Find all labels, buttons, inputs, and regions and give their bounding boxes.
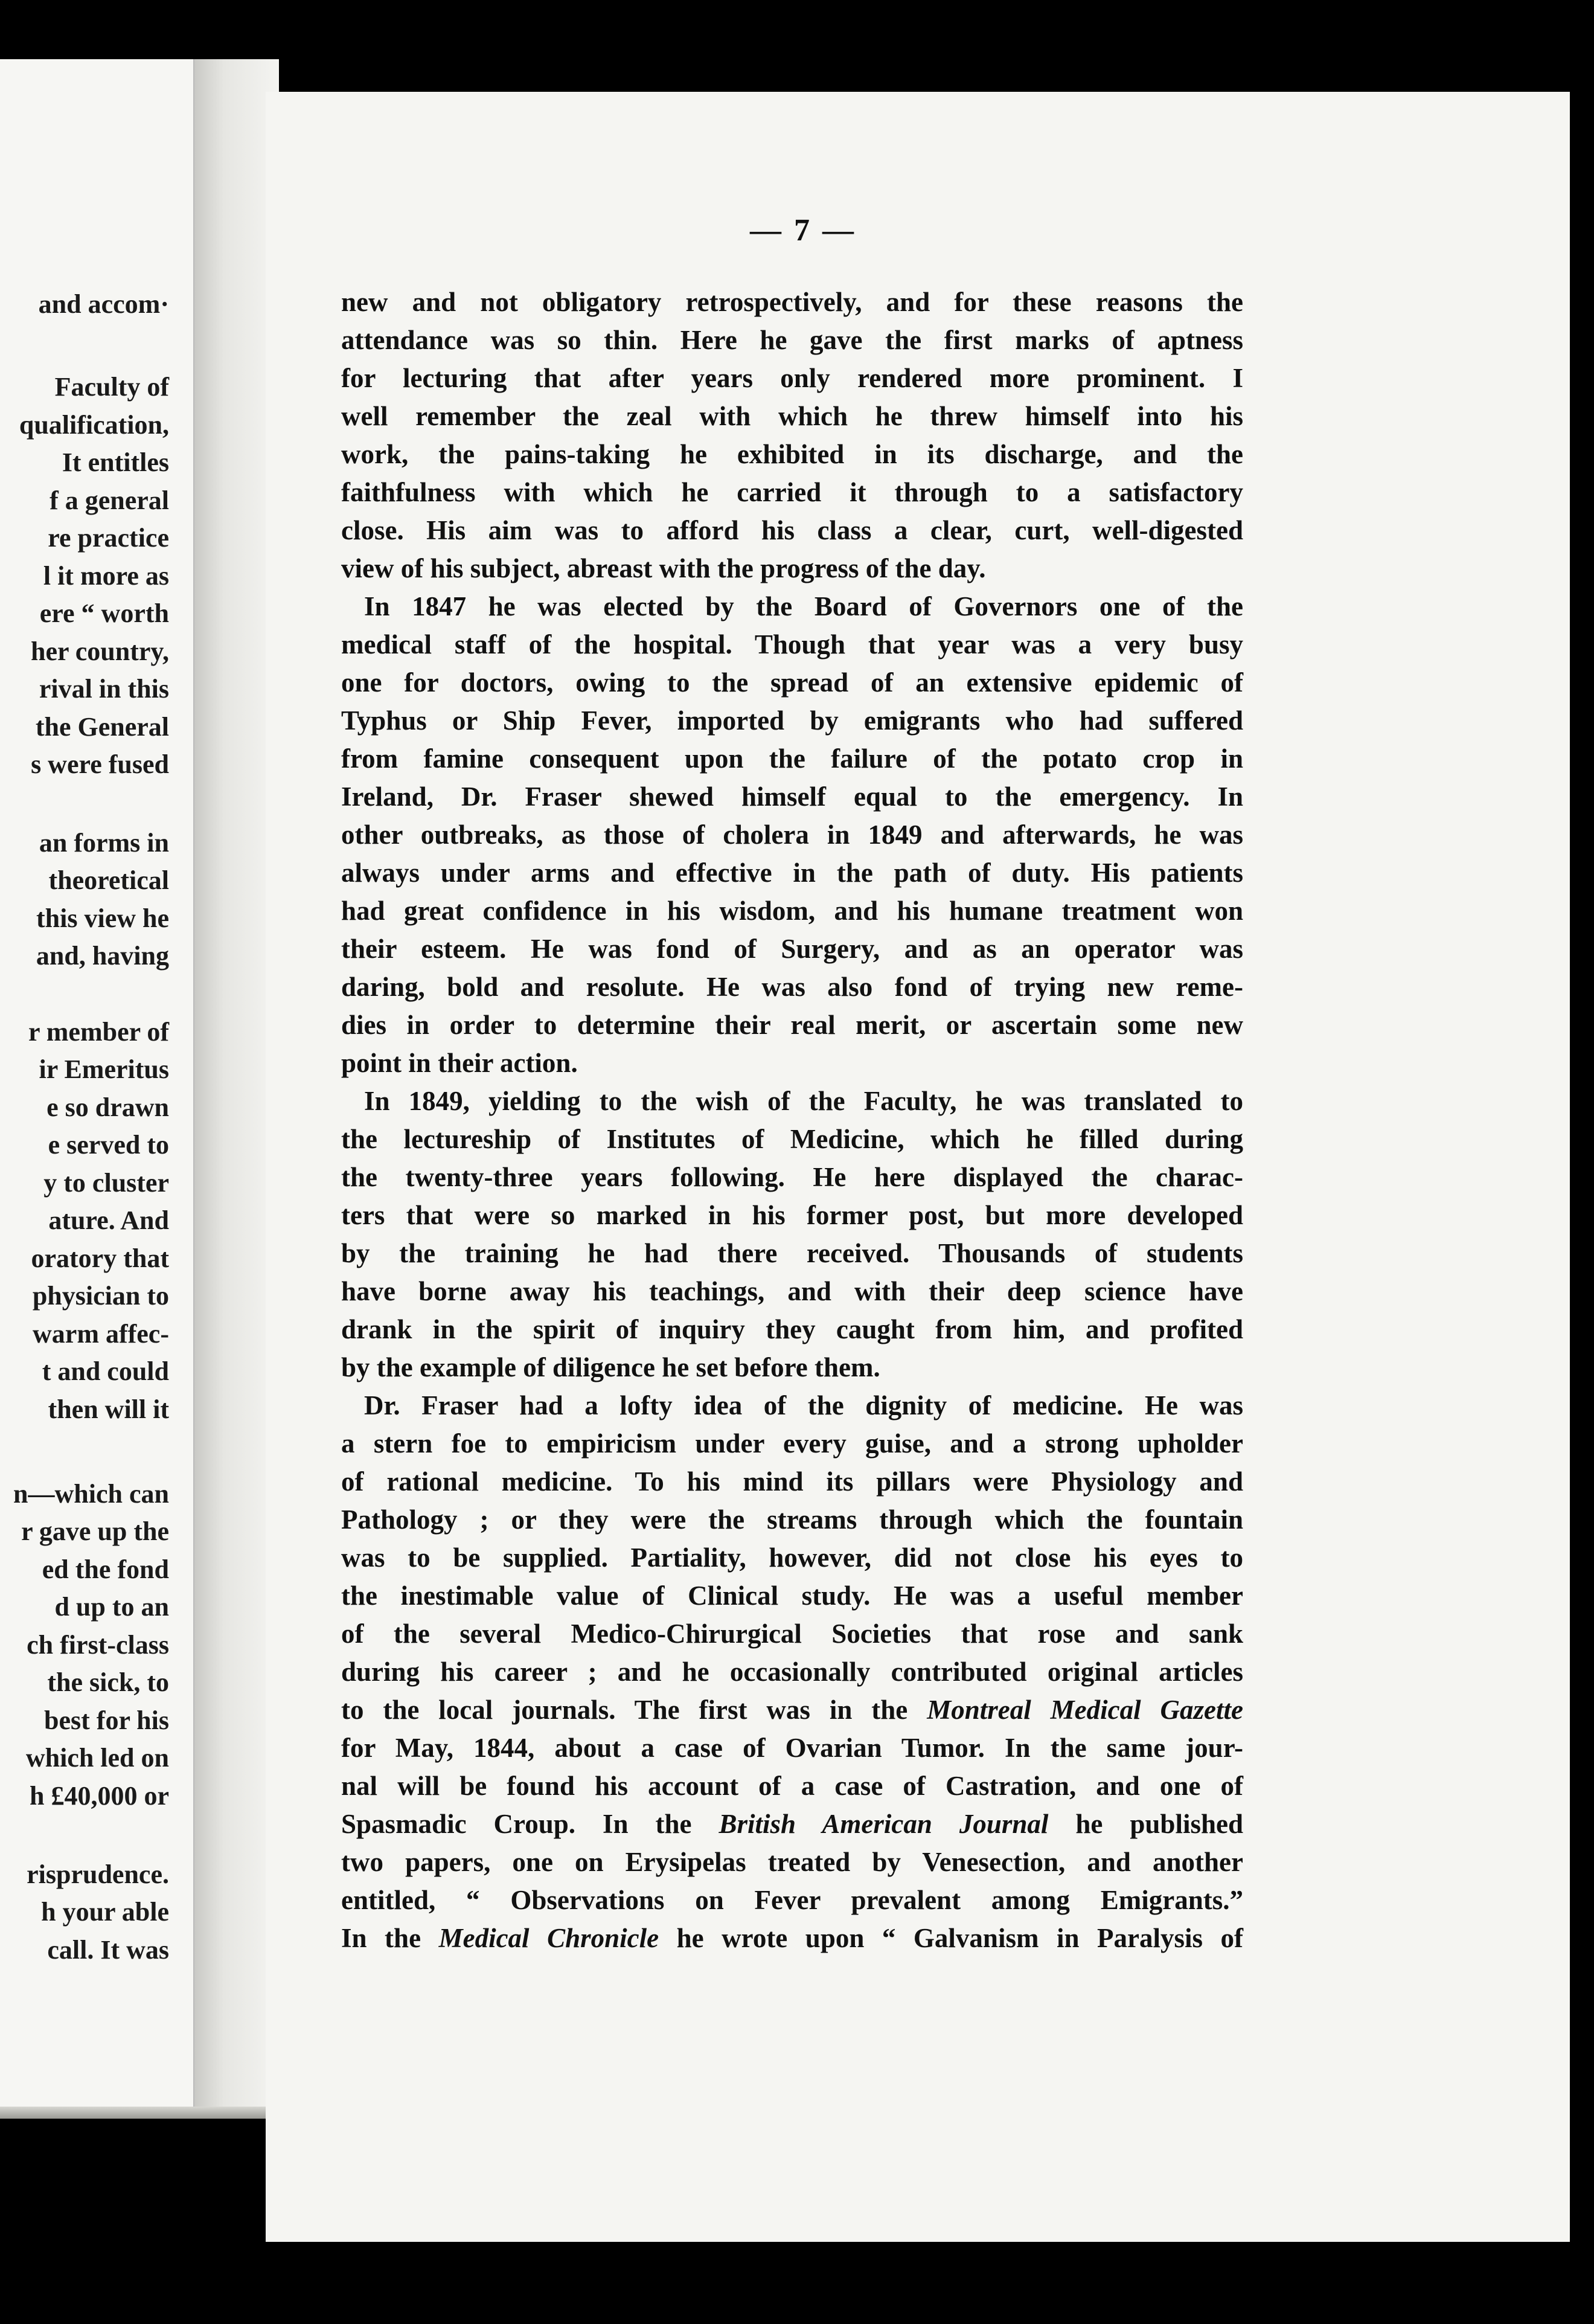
- left-page-line: best for his: [44, 1706, 169, 1735]
- left-page-line: r member of: [28, 1017, 169, 1047]
- left-page-line: r gave up the: [21, 1517, 169, 1546]
- left-page-line: an forms in: [39, 828, 169, 858]
- text-line: by the example of diligence he set before them.: [341, 1352, 880, 1382]
- left-page-line: e so drawn: [46, 1093, 169, 1122]
- left-page-line: h your able: [41, 1897, 169, 1927]
- text-line: attendance was so thin. Here he gave the first marks of aptness: [341, 325, 1243, 355]
- text-line: [341, 1811, 1243, 1838]
- left-page-line: the sick, to: [47, 1668, 169, 1697]
- text-line: ters that were so marked in his former post, but more developed: [341, 1200, 1243, 1230]
- text-run: Spasmadic Croup. In the: [341, 1809, 692, 1839]
- left-page-line: ed the fond: [42, 1555, 169, 1584]
- text-line: work, the pains-taking he exhibited in its discharge, and the: [341, 439, 1243, 469]
- text-line: one for doctors, owing to the spread of an extensive epidemic of: [341, 667, 1243, 698]
- text-line: for May, 1844, about a case of Ovarian Tumor. In the same jour-: [341, 1733, 1243, 1763]
- left-page-line: y to cluster: [43, 1168, 169, 1198]
- scan-border-right: [1571, 0, 1594, 2324]
- left-page-line: n—which can: [13, 1479, 169, 1509]
- left-page: [0, 59, 194, 2107]
- text-line: was to be supplied. Partiality, however, did not close his eyes to: [341, 1542, 1243, 1573]
- text-line: of rational medicine. To his mind its pillars were Physiology and: [341, 1466, 1243, 1497]
- left-page-line: re practice: [48, 523, 169, 553]
- text-line: Pathology ; or they were the streams through which the fountain: [341, 1504, 1243, 1535]
- left-page-line: e served to: [48, 1130, 169, 1160]
- text-line: from famine consequent upon the failure of the potato crop in: [341, 743, 1243, 774]
- left-page-line: theoretical: [48, 865, 169, 895]
- left-page-line: ature. And: [48, 1205, 169, 1235]
- left-page-line: l it more as: [43, 561, 169, 591]
- text-line: have borne away his teachings, and with their deep science have: [341, 1276, 1243, 1306]
- text-line: drank in the spirit of inquiry they caught from him, and profited: [341, 1314, 1243, 1344]
- text-line: Typhus or Ship Fever, imported by emigrants who had suffered: [341, 705, 1243, 736]
- text-line: view of his subject, abreast with the progress of the day.: [341, 553, 986, 583]
- left-page-line: s were fused: [31, 750, 169, 779]
- left-page-line: d up to an: [54, 1592, 169, 1622]
- text-line: by the training he had there received. Thousands of students: [341, 1238, 1243, 1268]
- left-page-line: It entitles: [62, 448, 169, 477]
- left-page-line: ere “ worth: [39, 599, 169, 628]
- text-line: [341, 1925, 1243, 1952]
- text-line: Dr. Fraser had a lofty idea of the dignity of medicine. He was: [364, 1390, 1243, 1420]
- text-run: In the: [341, 1923, 421, 1953]
- journal-title: British American Journal: [719, 1809, 1049, 1839]
- scan-border-bottom: [0, 2267, 1594, 2324]
- text-line: had great confidence in his wisdom, and his humane treatment won: [341, 896, 1243, 926]
- text-line: two papers, one on Erysipelas treated by Venesection, and another: [341, 1847, 1243, 1877]
- left-page-line: ch first-class: [27, 1630, 169, 1660]
- left-page-line: which led on: [25, 1743, 169, 1773]
- text-line: always under arms and effective in the path of duty. His patients: [341, 858, 1243, 888]
- text-line: a stern foe to empiricism under every guise, and a strong upholder: [341, 1428, 1243, 1459]
- text-line: of the several Medico-Chirurgical Societies that rose and sank: [341, 1619, 1243, 1649]
- left-page-line: warm affec-: [33, 1319, 169, 1349]
- text-line: Ireland, Dr. Fraser shewed himself equal to the emergency. In: [341, 782, 1243, 812]
- text-line: medical staff of the hospital. Though that year was a very busy: [341, 629, 1243, 660]
- left-page-line: physician to: [32, 1281, 169, 1311]
- text-line: dies in order to determine their real merit, or ascertain some new: [341, 1010, 1243, 1040]
- text-line: other outbreaks, as those of cholera in 1849 and afterwards, he was: [341, 820, 1243, 850]
- text-line: daring, bold and resolute. He was also fond of trying new reme-: [341, 972, 1243, 1002]
- journal-title: Montreal Medical Gazette: [927, 1695, 1243, 1725]
- text-line: the twenty-three years following. He here displayed the charac-: [341, 1162, 1243, 1192]
- left-page-line: f a general: [50, 486, 169, 515]
- left-page-line: and accom·: [38, 289, 169, 319]
- text-line: In 1847 he was elected by the Board of Governors one of the: [364, 591, 1243, 621]
- page-number: — 7 —: [750, 213, 856, 248]
- left-page-line: her country,: [31, 637, 169, 666]
- text-line: the inestimable value of Clinical study. He was a useful member: [341, 1581, 1243, 1611]
- left-page-line: oratory that: [31, 1244, 169, 1273]
- left-page-line: call. It was: [47, 1935, 169, 1965]
- text-line: well remember the zeal with which he threw himself into his: [341, 401, 1243, 431]
- text-run: to the local journals. The first was in the: [341, 1695, 908, 1725]
- left-page-line: this view he: [36, 904, 169, 933]
- text-line: entitled, “ Observations on Fever prevalent among Emigrants.”: [341, 1885, 1243, 1915]
- left-page-line: risprudence.: [27, 1860, 169, 1889]
- text-line: faithfulness with which he carried it through to a satisfactory: [341, 477, 1243, 507]
- text-line: the lectureship of Institutes of Medicine, which he filled during: [341, 1124, 1243, 1154]
- text-run: he wrote upon “ Galvanism in Paralysis of: [676, 1923, 1244, 1953]
- text-line: nal will be found his account of a case of Castration, and one of: [341, 1771, 1243, 1801]
- text-line: new and not obligatory retrospectively, and for these reasons the: [341, 287, 1243, 317]
- text-line: for lecturing that after years only rendered more prominent. I: [341, 363, 1243, 393]
- left-page-line: h £40,000 or: [30, 1781, 169, 1811]
- left-page-line: then will it: [48, 1395, 169, 1424]
- left-page-line: t and could: [42, 1356, 169, 1386]
- text-line: their esteem. He was fond of Surgery, and as an operator was: [341, 934, 1243, 964]
- text-line: during his career ; and he occasionally contributed original articles: [341, 1657, 1243, 1687]
- journal-title: Medical Chronicle: [438, 1923, 659, 1953]
- left-page-line: Faculty of: [54, 372, 169, 402]
- left-page-line: qualification,: [19, 410, 169, 440]
- left-page-line: the General: [35, 712, 169, 742]
- text-line: In 1849, yielding to the wish of the Faculty, he was translated to: [364, 1086, 1243, 1116]
- text-line: point in their action.: [341, 1048, 578, 1078]
- text-line: [341, 1696, 1243, 1724]
- text-run: he published: [1075, 1809, 1243, 1839]
- left-page-line: rival in this: [39, 674, 169, 704]
- left-page-line: and, having: [36, 941, 169, 971]
- text-line: close. His aim was to afford his class a clear, curt, well-digested: [341, 515, 1243, 545]
- left-page-line: ir Emeritus: [39, 1054, 169, 1084]
